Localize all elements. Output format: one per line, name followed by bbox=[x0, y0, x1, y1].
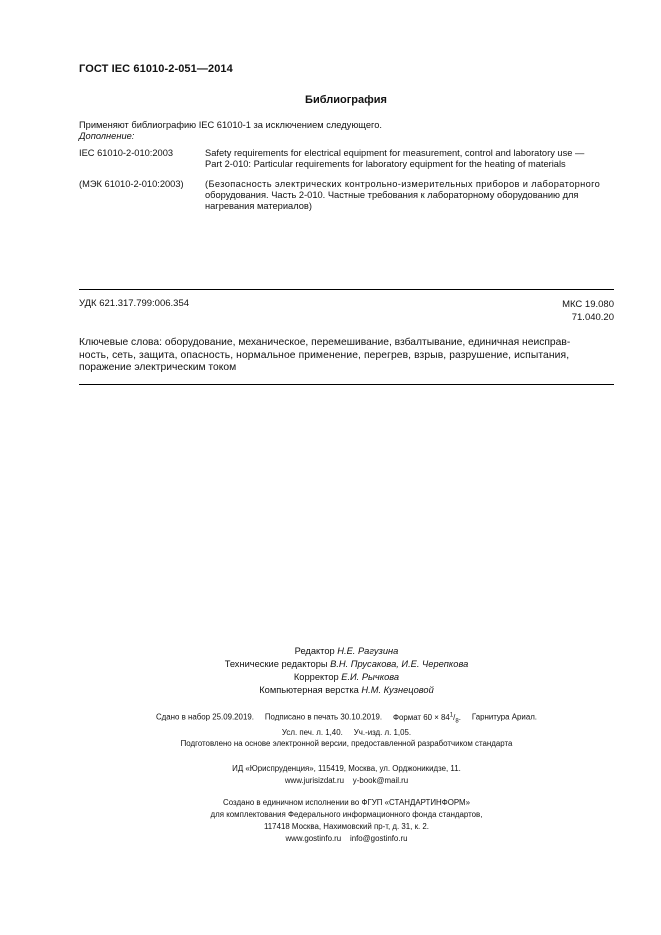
imprint-print-data bbox=[79, 709, 614, 739]
editor-line bbox=[79, 645, 614, 658]
document-code: ГОСТ IEC 61010-2-051—2014 bbox=[79, 63, 233, 75]
udk-code: УДК 621.317.799:006.354 bbox=[79, 298, 190, 309]
editor-role: Редактор bbox=[294, 646, 335, 656]
publish-sheets: Уч.-изд. л. 1,05. bbox=[353, 728, 412, 738]
tech-role: Технические редакторы bbox=[224, 659, 328, 669]
publisher-block bbox=[79, 763, 614, 787]
reference-line: нагревания материалов) bbox=[205, 201, 312, 211]
divider-line bbox=[79, 289, 614, 290]
intro-text: Применяют библиографию IEC 61010-1 за исключением следующего. bbox=[79, 120, 382, 130]
reference-line: оборудования. Часть 2-010. Частные требования к лабораторному оборудованию для bbox=[205, 190, 579, 200]
gostinfo-site-link[interactable]: www.gostinfo.ru bbox=[285, 834, 342, 843]
typeface: Гарнитура Ариал. bbox=[471, 712, 538, 722]
created-contacts bbox=[79, 833, 614, 845]
keywords-line: ность, сеть, защита, опасность, нормальное применение, перегрев, взрыв, разрушение, испытания, bbox=[79, 349, 570, 361]
paper-format: Формат $60 \times 84^1/_8$. bbox=[393, 712, 461, 725]
format-denominator: 8 bbox=[455, 718, 459, 725]
reference-description bbox=[205, 179, 614, 212]
credits-block bbox=[79, 645, 614, 697]
layout-name: Н.М. Кузнецовой bbox=[361, 685, 434, 695]
addition-label: Дополнение: bbox=[79, 131, 135, 141]
publisher-email-link[interactable]: y-book@mail.ru bbox=[352, 776, 409, 785]
format-numerator: 1 bbox=[449, 712, 454, 718]
reference-line: Part 2-010: Particular requirements for laboratory equipment for the heating of materials bbox=[205, 159, 566, 169]
layout-line bbox=[79, 684, 614, 697]
signed-date: Подписано в печать 30.10.2019. bbox=[264, 712, 383, 722]
reference-code: (МЭК 61010-2-010:2003) bbox=[79, 179, 184, 189]
created-line: 117418 Москва, Нахимовский пр-т, д. 31, к. 2. bbox=[263, 822, 429, 831]
mks-line: МКС 19.080 bbox=[562, 299, 614, 310]
submitted-date: Сдано в набор 25.09.2019. bbox=[155, 712, 254, 722]
bibliography-intro bbox=[79, 120, 382, 142]
reference-line: (Безопасность электрических контрольно-измерительных приборов и лабораторного bbox=[205, 179, 601, 189]
tech-names: В.Н. Прусакова, И.Е. Черепкова bbox=[330, 659, 469, 669]
corrector-name: Е.И. Рычкова bbox=[341, 672, 400, 682]
format-text: Формат 60 × 84 bbox=[393, 712, 450, 722]
gostinfo-email-link[interactable]: info@gostinfo.ru bbox=[349, 834, 408, 843]
reference-code: IEC 61010-2-010:2003 bbox=[79, 148, 174, 158]
prepared-note: Подготовлено на основе электронной версии, предоставленной разработчиком стандарта bbox=[180, 739, 513, 748]
created-line: для комплектования Федерального информационного фонда стандартов, bbox=[210, 810, 483, 819]
editor-name: Н.Е. Рагузина bbox=[337, 646, 399, 656]
publisher-address: ИД «Юриспруденция», 115419, Москва, ул. Орджоникидзе, 11. bbox=[232, 764, 461, 773]
keywords-line: Ключевые слова: оборудование, механическое, перемешивание, взбалтывание, единичная неисправ- bbox=[79, 337, 571, 348]
created-block bbox=[79, 797, 614, 845]
reference-line: Safety requirements for electrical equipment for measurement, control and laboratory use — bbox=[205, 148, 585, 158]
print-sheets: Усл. печ. л. 1,40. bbox=[281, 728, 343, 738]
keywords-line: поражение электрическим током bbox=[79, 362, 237, 373]
keywords bbox=[79, 337, 614, 375]
mks-code bbox=[562, 298, 614, 324]
corrector-line bbox=[79, 671, 614, 684]
reference-description bbox=[205, 148, 614, 170]
publisher-site-link[interactable]: www.jurisizdat.ru bbox=[284, 776, 345, 785]
bibliography-title: Библиография bbox=[305, 94, 387, 106]
layout-role: Компьютерная верстка bbox=[259, 685, 359, 695]
imprint-line bbox=[79, 709, 614, 727]
publisher-contacts bbox=[79, 775, 614, 787]
corrector-role: Корректор bbox=[293, 672, 339, 682]
created-line: Создано в единичном исполнении во ФГУП «СТАНДАРТИНФОРМ» bbox=[223, 798, 470, 807]
divider-line bbox=[79, 384, 614, 385]
tech-editors-line bbox=[79, 658, 614, 671]
mks-line: 71.040.20 bbox=[571, 312, 614, 323]
